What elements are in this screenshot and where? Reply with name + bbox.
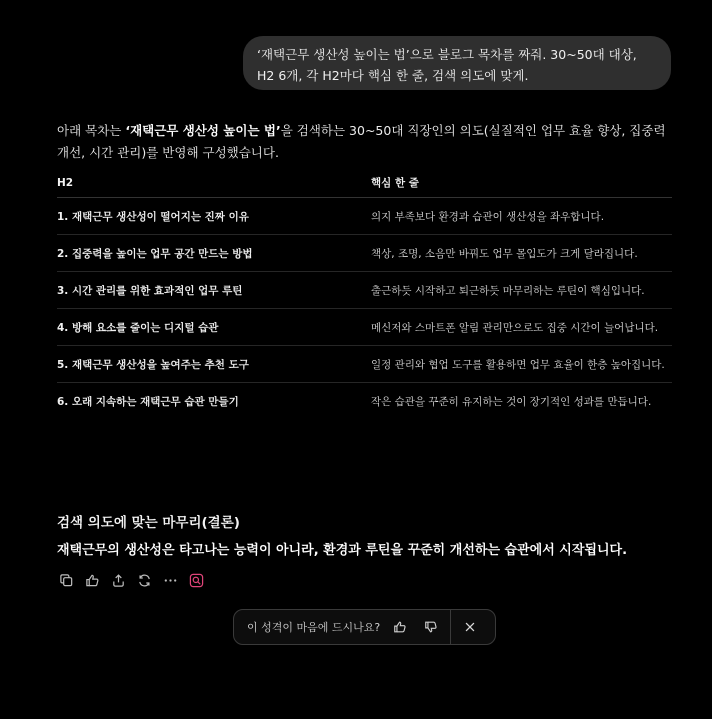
intro-text: 아래 목차는 (57, 123, 126, 138)
intro-bold-topic: ‘재택근무 생산성 높이는 법’ (125, 123, 281, 138)
user-message-text: ‘재택근무 생산성 높이는 법’으로 블로그 목차를 짜줘. 30~50대 대상, H2 6개, 각 H2마다 핵심 한 줄, 검색 의도에 맞게. (257, 47, 637, 83)
conclusion-text: 재택근무의 생산성은 타고나는 능력이 아니라, 환경과 루틴을 꾸준히 개선하는 습관에서 시작됩니다. (57, 543, 628, 558)
h2-cell: 5. 재택근무 생산성을 높여주는 추천 도구 (57, 346, 371, 383)
table-header-row (57, 170, 672, 198)
table-row (57, 346, 672, 383)
copy-icon[interactable] (58, 572, 75, 589)
h2-cell: 2. 집중력을 높이는 업무 공간 만드는 방법 (57, 235, 371, 272)
more-icon[interactable] (162, 572, 179, 589)
close-icon[interactable] (459, 616, 481, 638)
conclusion-heading: 검색 의도에 맞는 마무리(결론) (57, 515, 240, 531)
thumbs-up-icon[interactable] (389, 616, 411, 638)
table-row (57, 272, 672, 309)
summary-cell: 책상, 조명, 소음만 바꿔도 업무 몰입도가 크게 달라집니다. (371, 235, 672, 272)
table-row (57, 235, 672, 272)
outline-table (57, 170, 672, 419)
answer-intro (57, 120, 672, 164)
search-icon[interactable] (188, 572, 205, 589)
summary-cell: 의지 부족보다 환경과 습관이 생산성을 좌우합니다. (371, 198, 672, 235)
table-row (57, 383, 672, 420)
h2-cell: 1. 재택근무 생산성이 떨어지는 진짜 이유 (57, 198, 371, 235)
table-row (57, 198, 672, 235)
summary-cell: 출근하듯 시작하고 퇴근하듯 마무리하는 루틴이 핵심입니다. (371, 272, 672, 309)
table-row (57, 309, 672, 346)
user-message-bubble (243, 36, 671, 90)
feedback-prompt (233, 609, 496, 645)
thumbs-down-icon[interactable] (420, 616, 442, 638)
summary-cell: 일정 관리와 협업 도구를 활용하면 업무 효율이 한층 높아집니다. (371, 346, 672, 383)
message-action-bar (58, 571, 205, 589)
column-header-h2: H2 (57, 170, 371, 198)
thumbs-icon[interactable] (84, 572, 101, 589)
share-icon[interactable] (110, 572, 127, 589)
column-header-summary: 핵심 한 줄 (371, 170, 672, 198)
h2-cell: 6. 오래 지속하는 재택근무 습관 만들기 (57, 396, 239, 408)
summary-cell: 메신저와 스마트폰 알림 관리만으로도 집중 시간이 늘어납니다. (371, 309, 672, 346)
summary-cell: 작은 습관을 꾸준히 유지하는 것이 장기적인 성과를 만듭니다. (371, 396, 652, 408)
intro-text-rest: 을 검색하는 30~50대 직장인의 의도(실질적인 업무 효율 향상, 집중력 개선, 시간 관리)를 반영해 구성했습니다. (57, 123, 666, 160)
regenerate-icon[interactable] (136, 572, 153, 589)
feedback-divider (450, 610, 451, 645)
h2-cell: 3. 시간 관리를 위한 효과적인 업무 루틴 (57, 272, 371, 309)
assistant-answer (57, 120, 672, 419)
feedback-question: 이 성격이 마음에 드시나요? (247, 621, 381, 634)
h2-cell: 4. 방해 요소를 줄이는 디지털 습관 (57, 309, 371, 346)
